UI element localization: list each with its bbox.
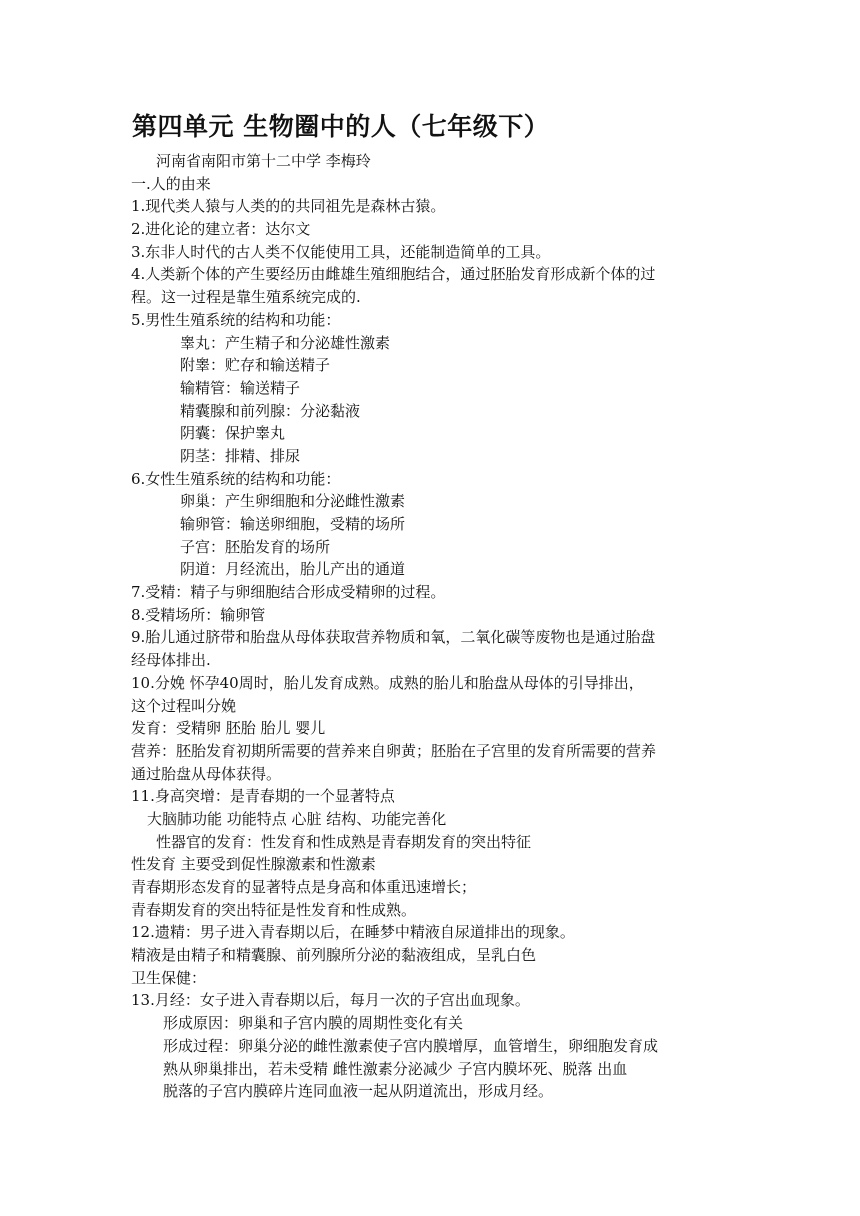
text-line: 这个过程叫分娩 bbox=[131, 696, 237, 715]
page-title: 第四单元 生物圈中的人（七年级下） bbox=[132, 112, 550, 141]
text-line: 10.分娩 怀孕40周时，胎儿发育成熟。成熟的胎儿和胎盘从母体的引导排出， bbox=[131, 673, 644, 692]
text-line: 程。这一过程是靠生殖系统完成的. bbox=[131, 288, 361, 307]
list-item: 附睾：贮存和输送精子 bbox=[180, 356, 331, 375]
list-item: 阴囊：保护睾丸 bbox=[180, 424, 286, 443]
author-line: 河南省南阳市第十二中学 李梅玲 bbox=[156, 152, 371, 170]
text-line: 2.进化论的建立者：达尔文 bbox=[131, 220, 311, 239]
list-item: 熟从卵巢排出，若未受精 雌性激素分泌减少 子宫内膜坏死、脱落 出血 bbox=[163, 1059, 628, 1078]
list-item: 阴茎：排精、排尿 bbox=[180, 446, 301, 465]
text-line: 7.受精：精子与卵细胞结合形成受精卵的过程。 bbox=[131, 583, 446, 602]
text-line: 卫生保健： bbox=[131, 968, 207, 987]
list-item: 脱落的子宫内膜碎片连同血液一起从阴道流出，形成月经。 bbox=[163, 1082, 554, 1101]
list-item: 输卵管：输送卵细胞，受精的场所 bbox=[180, 515, 406, 533]
text-line: 通过胎盘从母体获得。 bbox=[131, 764, 282, 783]
text-line: 11.身高突增：是青春期的一个显著特点 bbox=[131, 787, 395, 806]
list-item: 形成过程：卵巢分泌的雌性激素使子宫内膜增厚，血管增生，卵细胞发育成 bbox=[163, 1036, 659, 1055]
text-line: 6.女性生殖系统的结构和功能： bbox=[131, 469, 341, 488]
text-line: 性器官的发育：性发育和性成熟是青春期发育的突出特征 bbox=[156, 832, 532, 851]
text-line: 4.人类新个体的产生要经历由雌雄生殖细胞结合，通过胚胎发育形成新个体的过 bbox=[131, 265, 656, 284]
text-line: 1.现代类人猿与人类的的共同祖先是森林古猿。 bbox=[131, 197, 446, 216]
document-body bbox=[131, 150, 731, 1103]
text-line: 发育：受精卵 胚胎 胎儿 婴儿 bbox=[131, 719, 326, 738]
list-item: 卵巢：产生卵细胞和分泌雌性激素 bbox=[180, 492, 406, 511]
text-line: 精液是由精子和精囊腺、前列腺所分泌的黏液组成，呈乳白色 bbox=[131, 946, 537, 965]
list-item: 形成原因：卵巢和子宫内膜的周期性变化有关 bbox=[163, 1014, 464, 1033]
text-line: 3.东非人时代的古人类不仅能使用工具，还能制造简单的工具。 bbox=[131, 242, 551, 261]
list-item: 精囊腺和前列腺：分泌黏液 bbox=[180, 401, 361, 420]
text-line: 青春期形态发育的显著特点是身高和体重迅速增长； bbox=[131, 878, 477, 896]
list-item: 输精管：输送精子 bbox=[180, 378, 301, 397]
text-line: 性发育 主要受到促性腺激素和性激素 bbox=[131, 855, 376, 874]
text-line: 12.遗精：男子进入青春期以后，在睡梦中精液自尿道排出的现象。 bbox=[131, 923, 575, 942]
list-item: 阴道：月经流出，胎儿产出的通道 bbox=[180, 560, 406, 579]
text-line: 8.受精场所：输卵管 bbox=[131, 605, 266, 624]
text-line: 经母体排出. bbox=[131, 651, 211, 670]
list-item: 睾丸：产生精子和分泌雄性激素 bbox=[180, 333, 391, 352]
text-line: 9.胎儿通过脐带和胎盘从母体获取营养物质和氧，二氧化碳等废物也是通过胎盘 bbox=[131, 628, 656, 647]
text-line: 大脑肺功能 功能特点 心脏 结构、功能完善化 bbox=[147, 809, 447, 828]
text-line: 13.月经：女子进入青春期以后，每月一次的子宫出血现象。 bbox=[131, 991, 530, 1010]
list-item: 子宫：胚胎发育的场所 bbox=[180, 537, 331, 556]
text-line: 5.男性生殖系统的结构和功能： bbox=[131, 310, 341, 329]
text-line: 青春期发育的突出特征是性发育和性成熟。 bbox=[131, 900, 417, 919]
section-heading: 一.人的由来 bbox=[131, 174, 211, 193]
text-line: 营养：胚胎发育初期所需要的营养来自卵黄；胚胎在子宫里的发育所需要的营养 bbox=[131, 741, 657, 760]
